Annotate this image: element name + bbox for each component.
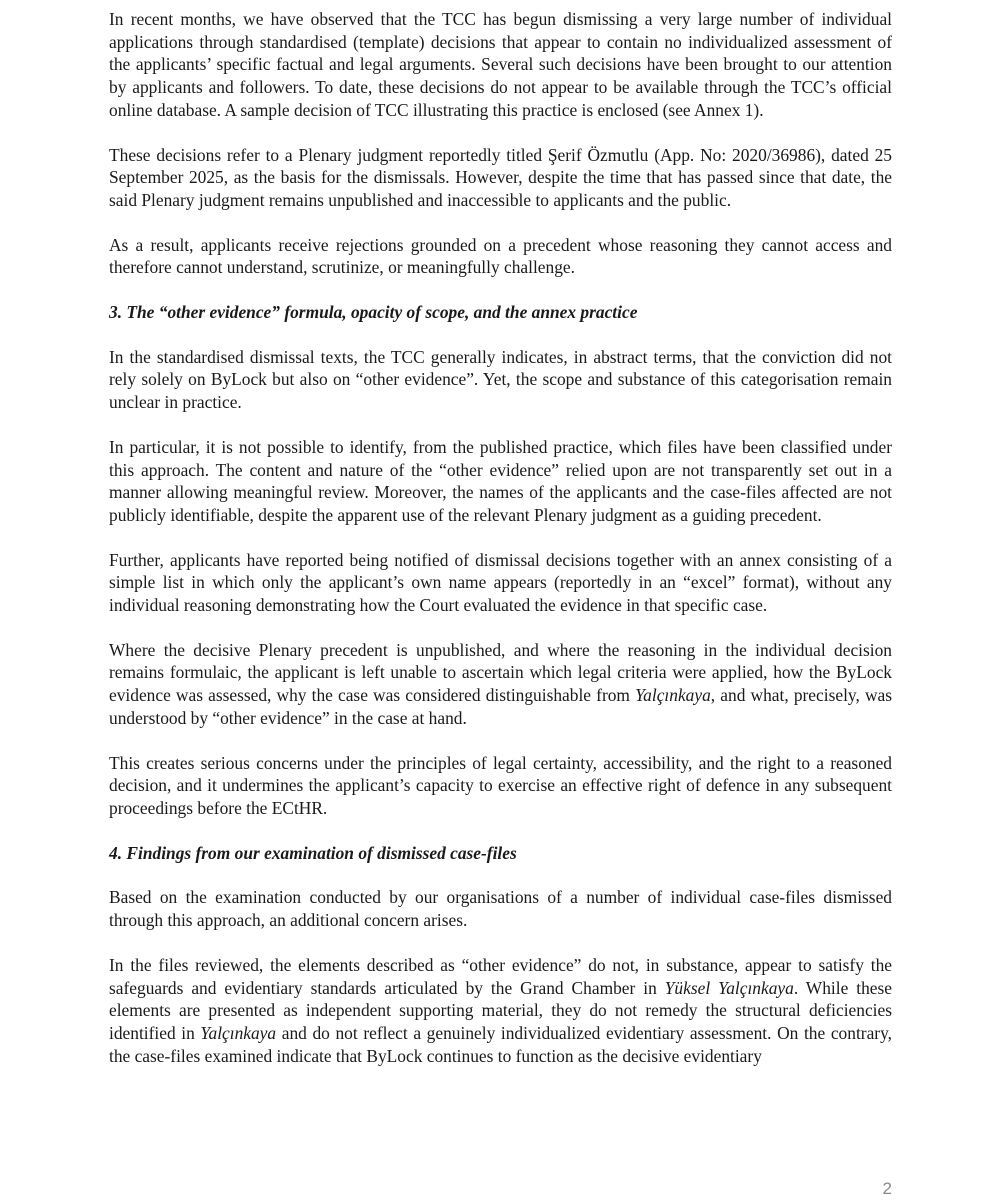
paragraph-identification-issue [109,436,892,527]
segment: Further, applicants have reported being notified of dismissal decisions together with an annex consisting of a simple list in which only the applicant’s own name appears (reportedly in an “excel” format), without any individual reasoning demonstrating how the Court evaluated the evidence in that specific case. [109,549,892,616]
segment: As a result, applicants receive rejections grounded on a precedent whose reasoning they cannot access and therefore cannot understand, scrutinize, or meaningfully challenge. [109,234,892,278]
case-name-italic: Yalçınkaya [635,685,711,706]
case-name-italic: Yüksel Yalçınkaya [664,977,794,998]
paragraph-files-reviewed [109,954,892,1068]
heading-text: 4. Findings from our examination of dismissed case-files [109,842,517,863]
section-heading-3 [109,301,892,324]
paragraph-standardised-decisions [109,8,892,122]
paragraph-legal-certainty [109,752,892,820]
paragraph-other-evidence-abstract [109,346,892,414]
paragraph-plenary-judgment [109,144,892,212]
segment: In the files reviewed, the elements described as “other evidence” do not, in substance, appear to satisfy the safeguards and evidentiary standards articulated by the Grand Chamber in [109,954,892,998]
segment: , and what, precisely, was understood by “other evidence” in the case at hand. [109,685,892,728]
segment: In particular, it is not possible to identify, from the published practice, which files have been classified under this approach. The content and nature of the “other evidence” relied upon are not transparently set out in a manner allowing meaningful review. Moreover, the names of the applicants and the case-files affected are not publicly identifiable, despite the apparent use of the relevant Plenary judgment as a guiding precedent. [109,436,892,525]
segment: and do not reflect a genuinely individualized evidentiary assessment. On the contrary, the case-files examined indicate that ByLock continues to function as the decisive evidentiary [109,1022,892,1066]
segment: Based on the examination conducted by our organisations of a number of individual case-files dismissed through this approach, an additional concern arises. [109,887,892,931]
segment: This creates serious concerns under the principles of legal certainty, accessibility, and the right to a reasoned decision, and it undermines the applicant’s capacity to exercise an effective right of defence in any subsequent proceedings before the ECtHR. [109,752,892,818]
paragraph-annex-practice [109,549,892,617]
segment: Where the decisive Plenary precedent is unpublished, and where the reasoning in the individual decision remains formulaic, the applicant is left unable to ascertain which legal criteria were applied, how the ByLock evidence was assessed, why the case was considered distinguishable from [109,639,892,706]
section-heading-4 [109,842,892,865]
paragraph-unpublished-precedent [109,639,892,730]
paragraph-examination [109,886,892,931]
document-body [109,8,892,1089]
paragraph-rejections-result [109,234,892,279]
segment: These decisions refer to a Plenary judgment reportedly titled Şerif Özmutlu (App. No: 2020/36986), dated 25 September 2025, as the basis for the dismissals. However, despite the time that has passed since that date, the said Plenary judgment remains unpublished and inaccessible to applicants and the public. [109,144,892,210]
case-name-italic: Yalçınkaya [200,1022,277,1043]
heading-text: 3. The “other evidence” formula, opacity of scope, and the annex practice [109,302,638,323]
segment: In recent months, we have observed that the TCC has begun dismissing a very large number of individual applications through standardised (template) decisions that appear to contain no individualized assessment of the applicants’ specific factual and legal arguments. Several such decisions have been brought to our attention by applicants and followers. To date, these decisions do not appear to be available through the TCC’s official online database. A sample decision of TCC illustrating this practice is enclosed (see Annex 1). [109,9,892,120]
page-number: 2 [882,1179,892,1198]
segment: In the standardised dismissal texts, the TCC generally indicates, in abstract terms, that the conviction did not rely solely on ByLock but also on “other evidence”. Yet, the scope and substance of this categorisation remain unclear in practice. [109,346,892,413]
segment: . While these elements are presented as independent supporting material, they do not remedy the structural deficiencies identified in [109,977,892,1043]
